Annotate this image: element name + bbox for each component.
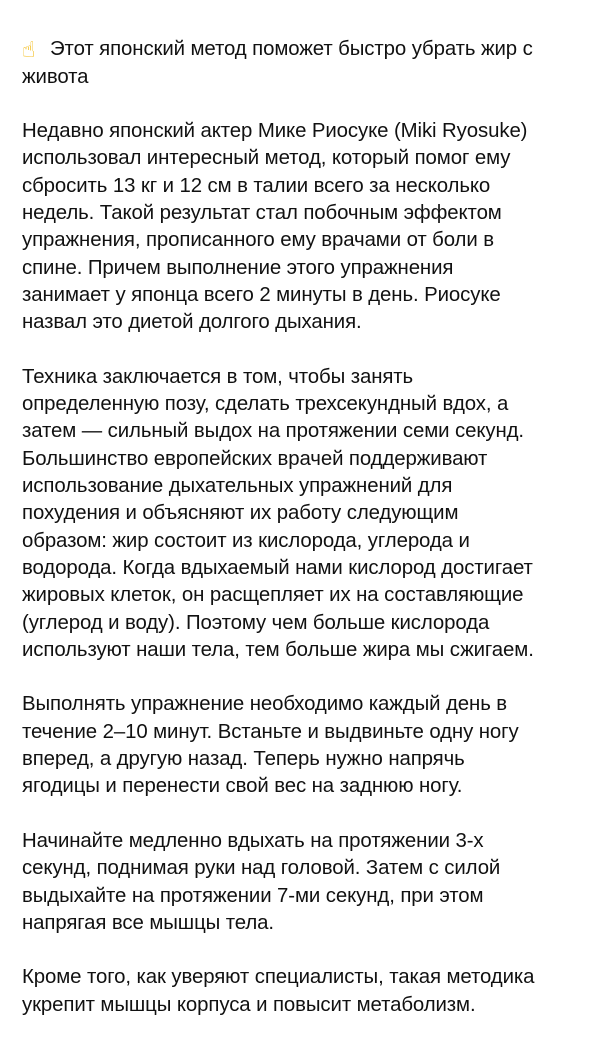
pointing-up-icon: ☝ bbox=[22, 38, 36, 64]
paragraph-instructions: Выполнять упражнение необходимо каждый день в течение 2–10 минут. Встаньте и выдвиньте одну ногу вперед, а другую назад. Теперь нужно напрячь ягодицы и перенести свой вес на заднюю ногу. bbox=[22, 693, 519, 798]
paragraph-conclusion: Кроме того, как уверяют специалисты, такая методика укрепит мышцы корпуса и повысит метаболизм. bbox=[22, 966, 535, 1016]
post-title-text: Этот японский метод поможет быстро убрать жир с живота bbox=[22, 38, 533, 88]
post-title bbox=[22, 36, 586, 91]
paragraph-breathing: Начинайте медленно вдыхать на протяжении 3-х секунд, поднимая руки над головой. Затем с силой выдыхайте на протяжении 7-ми секунд, при этом напрягая все мышцы тела. bbox=[22, 829, 501, 934]
paragraph-intro: Недавно японский актер Мике Риосуке (Miki Ryosuke) использовал интересный метод, который помог ему сбросить 13 кг и 12 см в талии всего за несколько недель. Такой результат стал побочным эффектом упражнения, прописанного ему врачами от боли в спине. Причем выполнение этого упражнения занимает у японца всего 2 минуты в день. Риосуке назвал это диетой долгого дыхания. bbox=[22, 120, 528, 334]
paragraph-technique: Техника заключается в том, чтобы занять определенную позу, сделать трехсекундный вдох, а затем — сильный выдох на протяжении семи секунд. Большинство европейских врачей поддерживают использование дыхательных упражнений для похудения и объясняют их работу следующим образом: жир состоит из кислорода, углерода и водорода. Когда вдыхаемый нами кислород достигает жировых клеток, он расщепляет их на составляющие (углерод и воду). Поэтому чем больше кислорода используют наши тела, тем больше жира мы сжигаем. bbox=[22, 365, 534, 661]
